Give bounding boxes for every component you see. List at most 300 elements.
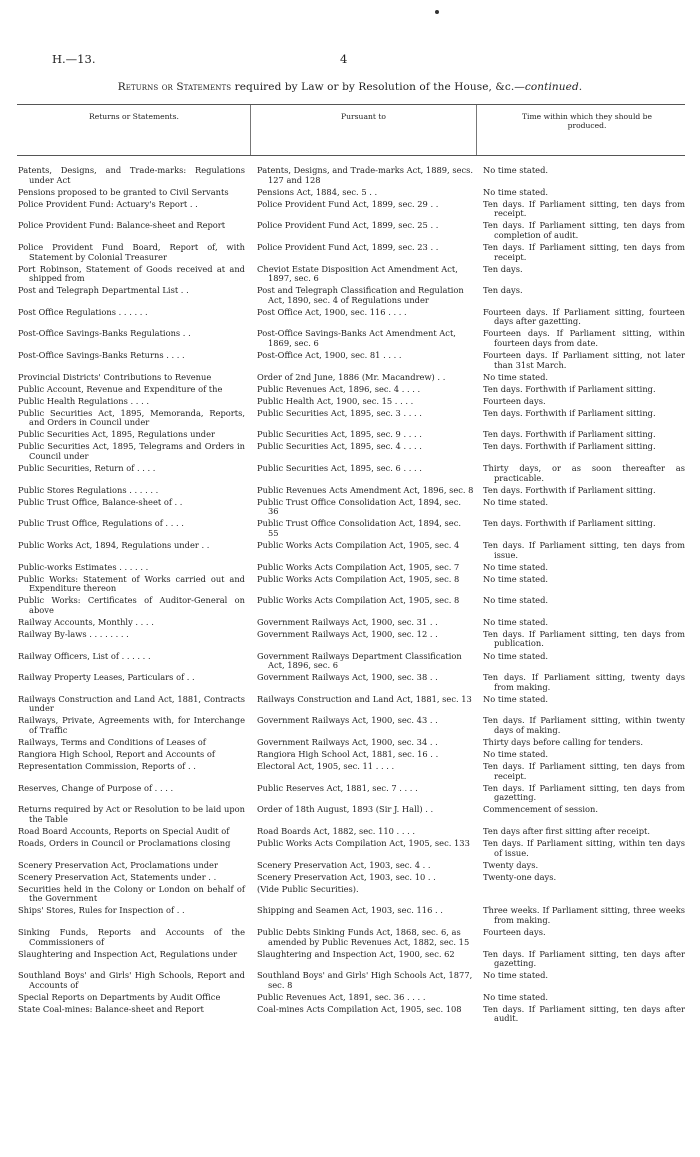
returns-cell	[18, 950, 251, 972]
time-required: Ten days. Forthwith if Parliament sitting.	[483, 484, 656, 495]
returns-cell	[18, 906, 251, 928]
returns-cell	[18, 200, 251, 222]
time-cell	[480, 885, 685, 907]
pursuant-to: Coal-mines Acts Compilation Act, 1905, sec. 108	[257, 1003, 462, 1014]
time-cell	[480, 805, 685, 827]
table-row	[18, 673, 685, 695]
pursuant-to: Post and Telegraph Classification and Regulation Act, 1890, sec. 4 of Regulations under	[257, 285, 464, 305]
time-cell	[480, 928, 685, 950]
time-cell	[480, 563, 685, 575]
table-row	[18, 351, 685, 373]
time-cell	[480, 762, 685, 784]
time-required: Ten days. If Parliament sitting, ten days from gazetting.	[483, 782, 685, 803]
returns-cell	[18, 166, 251, 188]
pursuant-cell	[251, 286, 480, 308]
time-required: Ten days. Forthwith if Parliament sitting.	[483, 441, 656, 452]
time-cell	[480, 329, 685, 351]
pursuant-to: Public Debts Sinking Funds Act, 1868, sec. 6, as amended by Public Revenues Act, 1882, sec. 15	[257, 926, 470, 947]
returns-cell	[18, 652, 251, 674]
pursuant-cell	[251, 630, 480, 652]
time-cell	[480, 971, 685, 993]
time-required: No time stated.	[483, 496, 549, 507]
pursuant-to: Public Works Acts Compilation Act, 1905, sec. 8	[257, 573, 460, 584]
time-required: No time stated.	[483, 165, 549, 175]
pursuant-cell	[251, 519, 480, 541]
return-title: Roads, Orders in Council or Proclamations closing	[18, 837, 231, 848]
time-required: Three weeks. If Parliament sitting, three weeks from making.	[483, 905, 685, 925]
pursuant-to: Government Railways Act, 1900, sec. 34 . .	[257, 737, 438, 747]
return-title: Railways Construction and Land Act, 1881, Contracts under	[18, 693, 245, 714]
return-title: Pensions proposed to be granted to Civil Servants	[18, 186, 229, 197]
pursuant-cell	[251, 695, 480, 717]
pursuant-cell	[251, 1005, 480, 1027]
time-required: Ten days. If Parliament sitting, twenty days from making.	[483, 672, 685, 692]
returns-cell	[18, 971, 251, 993]
time-required: No time stated.	[483, 186, 549, 197]
return-title: Public Works Act, 1894, Regulations under . .	[18, 539, 210, 550]
time-required: Ten days. If Parliament sitting, ten days from completion of audit.	[483, 220, 685, 240]
returns-cell	[18, 541, 251, 563]
pursuant-to: Cheviot Estate Disposition Act Amendment Act, 1897, sec. 6	[257, 263, 458, 284]
pursuant-to: Government Railways Act, 1900, sec. 38 . .	[257, 672, 438, 683]
table-row	[18, 563, 685, 575]
pursuant-to: Slaughtering and Inspection Act, 1900, sec. 62	[257, 948, 455, 959]
table-row	[18, 596, 685, 618]
return-title: Railways, Terms and Conditions of Leases of	[18, 737, 206, 747]
pursuant-cell	[251, 673, 480, 695]
pursuant-to: Police Provident Fund Act, 1899, sec. 23 . .	[257, 241, 439, 252]
pursuant-cell	[251, 906, 480, 928]
time-required: Commencement of session.	[483, 804, 598, 815]
table-row	[18, 575, 685, 597]
table-row	[18, 519, 685, 541]
pursuant-cell	[251, 329, 480, 351]
time-required: Fourteen days. If Parliament sitting, fourteen days after gazetting.	[483, 306, 685, 327]
time-cell	[480, 221, 685, 243]
pursuant-to: Road Boards Act, 1882, sec. 110 . . . .	[257, 825, 416, 836]
pursuant-cell	[251, 563, 480, 575]
return-title: Railway Officers, List of . . . . . .	[18, 650, 151, 661]
pursuant-cell	[251, 885, 480, 907]
time-cell	[480, 784, 685, 806]
title-smallcaps: Returns or Statements	[117, 81, 232, 93]
column-header-pursuant: Pursuant to	[341, 112, 386, 121]
time-cell	[480, 716, 685, 738]
pursuant-cell	[251, 716, 480, 738]
pursuant-to: Railways Construction and Land Act, 1881, sec. 13	[257, 693, 472, 704]
returns-cell	[18, 519, 251, 541]
returns-cell	[18, 993, 251, 1005]
table-row	[18, 265, 685, 287]
time-cell	[480, 652, 685, 674]
returns-table	[18, 166, 685, 1026]
pursuant-to: Scenery Preservation Act, 1903, sec. 10 . .	[257, 871, 436, 882]
return-title: Railway Accounts, Monthly . . . .	[18, 616, 154, 627]
table-row	[18, 498, 685, 520]
column-header-time: Time within which they should be produced.	[521, 112, 653, 130]
returns-table-body	[18, 166, 685, 1026]
pursuant-to: Public Securities Act, 1895, sec. 3 . . . .	[257, 407, 422, 418]
pursuant-cell	[251, 200, 480, 222]
return-title: Sinking Funds, Reports and Accounts of the Commissioners of	[18, 926, 245, 947]
pursuant-cell	[251, 652, 480, 674]
table-row	[18, 541, 685, 563]
header-bottom-rule	[17, 155, 685, 156]
table-row	[18, 805, 685, 827]
pursuant-to: Government Railways Act, 1900, sec. 12 . .	[257, 628, 438, 639]
time-required: Twenty days.	[483, 859, 539, 870]
time-required: Ten days. If Parliament sitting, ten days from publication.	[483, 628, 685, 649]
time-required: Ten days. Forthwith if Parliament sitting.	[483, 383, 656, 394]
pursuant-to: Public Works Acts Compilation Act, 1905, sec. 133	[257, 837, 470, 848]
table-row	[18, 166, 685, 188]
time-cell	[480, 906, 685, 928]
time-required: No time stated.	[483, 616, 549, 627]
page-reference: H.—13.	[52, 52, 96, 66]
pursuant-to: Post-Office Act, 1900, sec. 81 . . . .	[257, 350, 402, 361]
pursuant-to: (Vide Public Securities).	[257, 883, 359, 894]
time-required: Twenty-one days.	[483, 871, 557, 882]
time-cell	[480, 519, 685, 541]
return-title: Post-Office Savings-Banks Regulations . .	[18, 328, 191, 339]
time-cell	[480, 409, 685, 431]
header-divider-2	[476, 105, 477, 155]
returns-cell	[18, 575, 251, 597]
time-required: Ten days. If Parliament sitting, ten days after gazetting.	[483, 948, 685, 969]
return-title: Returns required by Act or Resolution to be laid upon the Table	[18, 804, 245, 824]
return-title: Post-Office Savings-Banks Returns . . . .	[18, 350, 185, 361]
time-cell	[480, 373, 685, 385]
return-title: Public Works: Certificates of Auditor-General on above	[18, 595, 245, 615]
time-required: Ten days. Forthwith if Parliament sitting.	[483, 429, 656, 440]
pursuant-cell	[251, 971, 480, 993]
returns-cell	[18, 373, 251, 385]
returns-cell	[18, 442, 251, 464]
table-row	[18, 652, 685, 674]
time-required: Thirty days before calling for tenders.	[483, 737, 643, 747]
pursuant-to: Public Trust Office Consolidation Act, 1894, sec. 55	[257, 518, 462, 538]
table-row	[18, 906, 685, 928]
pursuant-to: Shipping and Seamen Act, 1903, sec. 116 . .	[257, 905, 443, 916]
pursuant-to: Electoral Act, 1905, sec. 11 . . . .	[257, 761, 395, 772]
time-cell	[480, 596, 685, 618]
pursuant-cell	[251, 373, 480, 385]
time-cell	[480, 308, 685, 330]
returns-cell	[18, 351, 251, 373]
pursuant-to: Public Securities Act, 1895, sec. 4 . . . .	[257, 441, 422, 452]
table-row	[18, 486, 685, 498]
return-title: Public Securities Act, 1895, Memoranda, Reports, and Orders in Council under	[18, 407, 245, 428]
time-cell	[480, 695, 685, 717]
table-row	[18, 221, 685, 243]
returns-cell	[18, 762, 251, 784]
time-required: No time stated.	[483, 371, 549, 382]
time-required: Ten days. If Parliament sitting, ten days from receipt.	[483, 198, 685, 219]
time-required: Fourteen days. If Parliament sitting, not later than 31st March.	[483, 350, 685, 370]
return-title: Slaughtering and Inspection Act, Regulations under	[18, 948, 238, 959]
time-required: Fourteen days. If Parliament sitting, within fourteen days from date.	[483, 328, 685, 348]
time-required: No time stated.	[483, 749, 549, 760]
pursuant-to: Public Reserves Act, 1881, sec. 7 . . . .	[257, 782, 418, 793]
time-cell	[480, 166, 685, 188]
pursuant-cell	[251, 188, 480, 200]
returns-cell	[18, 221, 251, 243]
time-cell	[480, 351, 685, 373]
return-title: Police Provident Fund: Balance-sheet and Report	[18, 220, 226, 231]
pursuant-to: Patents, Designs, and Trade-marks Act, 1889, secs. 127 and 128	[257, 165, 474, 185]
returns-cell	[18, 596, 251, 618]
table-row	[18, 885, 685, 907]
table-row	[18, 409, 685, 431]
time-required: Ten days. If Parliament sitting, ten days after audit.	[483, 1003, 685, 1024]
title-continued: continued.	[524, 81, 583, 93]
time-required: No time stated.	[483, 970, 549, 981]
table-row	[18, 397, 685, 409]
pursuant-cell	[251, 993, 480, 1005]
pursuant-cell	[251, 873, 480, 885]
pursuant-to: Public Works Acts Compilation Act, 1905, sec. 8	[257, 595, 460, 606]
page-title	[0, 81, 700, 93]
pursuant-to: Public Works Acts Compilation Act, 1905, sec. 4	[257, 539, 460, 550]
return-title: Representation Commission, Reports of . .	[18, 761, 196, 772]
return-title: Special Reports on Departments by Audit Office	[18, 991, 221, 1002]
return-title: Public Works: Statement of Works carried out and Expenditure thereon	[18, 573, 245, 594]
pursuant-cell	[251, 385, 480, 397]
pursuant-cell	[251, 351, 480, 373]
time-required: No time stated.	[483, 693, 549, 704]
returns-cell	[18, 873, 251, 885]
return-title: Police Provident Fund Board, Report of, with Statement by Colonial Treasurer	[18, 241, 245, 262]
returns-cell	[18, 716, 251, 738]
return-title: Port Robinson, Statement of Goods received at and shipped from	[18, 263, 245, 284]
returns-cell	[18, 498, 251, 520]
returns-cell	[18, 486, 251, 498]
pursuant-cell	[251, 166, 480, 188]
return-title: Post and Telegraph Departmental List . .	[18, 285, 189, 296]
table-row	[18, 286, 685, 308]
table-row	[18, 442, 685, 464]
returns-cell	[18, 563, 251, 575]
time-cell	[480, 873, 685, 885]
time-cell	[480, 486, 685, 498]
returns-cell	[18, 673, 251, 695]
pursuant-to: Scenery Preservation Act, 1903, sec. 4 . .	[257, 859, 431, 870]
table-row	[18, 373, 685, 385]
pursuant-to: Southland Boys' and Girls' High Schools Act, 1877, sec. 8	[257, 970, 473, 990]
return-title: Railways, Private, Agreements with, for Interchange of Traffic	[18, 715, 245, 735]
return-title: Patents, Designs, and Trade-marks: Regulations under Act	[18, 165, 245, 185]
pursuant-cell	[251, 498, 480, 520]
pursuant-to: Public Trust Office Consolidation Act, 1894, sec. 36	[257, 496, 462, 517]
time-required: Ten days. If Parliament sitting, ten days from receipt.	[483, 761, 685, 781]
returns-cell	[18, 885, 251, 907]
return-title: Road Board Accounts, Reports on Special Audit of	[18, 825, 230, 836]
table-row	[18, 993, 685, 1005]
time-cell	[480, 993, 685, 1005]
pursuant-to: Public Works Acts Compilation Act, 1905, sec. 7	[257, 561, 460, 572]
time-required: Fourteen days.	[483, 926, 546, 937]
return-title: Ships' Stores, Rules for Inspection of . .	[18, 905, 185, 916]
time-cell	[480, 464, 685, 486]
return-title: Railway By-laws . . . . . . . .	[18, 628, 129, 639]
pursuant-to: Public Health Act, 1900, sec. 15 . . . .	[257, 395, 414, 406]
pursuant-cell	[251, 308, 480, 330]
pursuant-to: Public Securities Act, 1895, sec. 6 . . . .	[257, 463, 422, 474]
time-cell	[480, 541, 685, 563]
pursuant-cell	[251, 575, 480, 597]
time-required: Fourteen days.	[483, 395, 546, 406]
table-row	[18, 873, 685, 885]
returns-cell	[18, 188, 251, 200]
table-row	[18, 385, 685, 397]
return-title: Public Trust Office, Regulations of . . . .	[18, 518, 184, 529]
time-required: Ten days. If Parliament sitting, within ten days of issue.	[483, 837, 685, 858]
returns-cell	[18, 308, 251, 330]
time-required: Ten days.	[483, 285, 523, 296]
time-required: No time stated.	[483, 561, 549, 572]
return-title: Railway Property Leases, Particulars of . .	[18, 672, 195, 683]
table-row	[18, 950, 685, 972]
pursuant-to: Government Railways Act, 1900, sec. 43 . .	[257, 715, 438, 726]
pursuant-to: Rangiora High School Act, 1881, sec. 16 . .	[257, 749, 439, 760]
return-title: Public Trust Office, Balance-sheet of . .	[18, 496, 183, 507]
pursuant-to: Pensions Act, 1884, sec. 5 . .	[257, 186, 378, 197]
pursuant-cell	[251, 928, 480, 950]
table-row	[18, 861, 685, 873]
pursuant-to: Government Railways Department Classification Act, 1896, sec. 6	[257, 650, 462, 671]
time-cell	[480, 286, 685, 308]
time-cell	[480, 385, 685, 397]
pursuant-to: Public Revenues Acts Amendment Act, 1896, sec. 8	[257, 484, 474, 495]
column-header-returns: Returns or Statements.	[89, 112, 179, 121]
table-row	[18, 243, 685, 265]
returns-cell	[18, 839, 251, 861]
table-row	[18, 971, 685, 993]
returns-cell	[18, 784, 251, 806]
time-cell	[480, 188, 685, 200]
ink-speck	[435, 10, 439, 14]
time-required: Ten days. If Parliament sitting, ten days from issue.	[483, 539, 685, 560]
time-cell	[480, 200, 685, 222]
time-required: No time stated.	[483, 650, 549, 661]
time-cell	[480, 673, 685, 695]
time-cell	[480, 575, 685, 597]
returns-cell	[18, 329, 251, 351]
return-title: Police Provident Fund: Actuary's Report . .	[18, 198, 198, 209]
table-row	[18, 784, 685, 806]
returns-cell	[18, 397, 251, 409]
time-required: Ten days.	[483, 263, 523, 274]
returns-cell	[18, 286, 251, 308]
header-top-rule	[17, 104, 685, 105]
pursuant-to: Order of 2nd June, 1886 (Mr. Macandrew) . .	[257, 371, 446, 382]
pursuant-cell	[251, 784, 480, 806]
time-cell	[480, 397, 685, 409]
table-row	[18, 630, 685, 652]
table-row	[18, 695, 685, 717]
time-required: No time stated.	[483, 573, 549, 584]
time-cell	[480, 243, 685, 265]
time-cell	[480, 498, 685, 520]
pursuant-cell	[251, 397, 480, 409]
pursuant-cell	[251, 486, 480, 498]
pursuant-cell	[251, 950, 480, 972]
pursuant-to: Government Railways Act, 1900, sec. 31 . .	[257, 616, 438, 627]
pursuant-cell	[251, 464, 480, 486]
pursuant-cell	[251, 221, 480, 243]
table-row	[18, 200, 685, 222]
time-required: Thirty days, or as soon thereafter as practicable.	[483, 463, 685, 483]
pursuant-cell	[251, 409, 480, 431]
returns-cell	[18, 928, 251, 950]
time-cell	[480, 1005, 685, 1027]
table-row	[18, 928, 685, 950]
time-cell	[480, 950, 685, 972]
time-required: Ten days. Forthwith if Parliament sitting.	[483, 407, 656, 418]
return-title: Public Securities, Return of . . . .	[18, 463, 156, 474]
pursuant-cell	[251, 805, 480, 827]
return-title: Public Health Regulations . . . .	[18, 395, 149, 406]
return-title: Public Securities Act, 1895, Regulations under	[18, 429, 215, 440]
return-title: Public-works Estimates . . . . . .	[18, 561, 149, 572]
pursuant-cell	[251, 861, 480, 873]
pursuant-cell	[251, 243, 480, 265]
return-title: Scenery Preservation Act, Statements under . .	[18, 871, 217, 882]
table-row	[18, 839, 685, 861]
time-cell	[480, 630, 685, 652]
return-title: Southland Boys' and Girls' High Schools, Report and Accounts of	[18, 970, 245, 990]
returns-cell	[18, 409, 251, 431]
pursuant-cell	[251, 541, 480, 563]
return-title: State Coal-mines: Balance-sheet and Report	[18, 1003, 204, 1014]
pursuant-cell	[251, 596, 480, 618]
pursuant-to: Police Provident Fund Act, 1899, sec. 29 . .	[257, 198, 439, 209]
title-rest: required by Law or by Resolution of the House, &c.—	[231, 81, 525, 93]
returns-cell	[18, 805, 251, 827]
time-required: Ten days. If Parliament sitting, within twenty days of making.	[483, 715, 685, 735]
returns-cell	[18, 695, 251, 717]
time-cell	[480, 839, 685, 861]
time-cell	[480, 265, 685, 287]
pursuant-to: Post-Office Savings-Banks Act Amendment Act, 1869, sec. 6	[257, 328, 456, 348]
table-row	[18, 329, 685, 351]
pursuant-cell	[251, 442, 480, 464]
table-row	[18, 1005, 685, 1027]
returns-cell	[18, 243, 251, 265]
pursuant-to: Public Securities Act, 1895, sec. 9 . . . .	[257, 429, 422, 440]
return-title: Post Office Regulations . . . . . .	[18, 306, 148, 317]
returns-cell	[18, 265, 251, 287]
returns-cell	[18, 861, 251, 873]
time-cell	[480, 442, 685, 464]
returns-cell	[18, 1005, 251, 1027]
return-title: Public Securities Act, 1895, Telegrams and Orders in Council under	[18, 441, 245, 461]
return-title: Public Stores Regulations . . . . . .	[18, 484, 159, 495]
page-number: 4	[340, 52, 348, 66]
time-cell	[480, 861, 685, 873]
returns-cell	[18, 630, 251, 652]
table-row	[18, 716, 685, 738]
time-required: Ten days after first sitting after receipt.	[483, 825, 650, 836]
time-required: Ten days. Forthwith if Parliament sitting.	[483, 518, 656, 529]
pursuant-to: Order of 18th August, 1893 (Sir J. Hall) . .	[257, 804, 434, 815]
table-row	[18, 188, 685, 200]
return-title: Public Account, Revenue and Expenditure of the	[18, 383, 223, 394]
return-title: Securities held in the Colony or London on behalf of the Government	[18, 883, 245, 904]
pursuant-cell	[251, 265, 480, 287]
time-required: Ten days. If Parliament sitting, ten days from receipt.	[483, 241, 685, 262]
table-row	[18, 464, 685, 486]
